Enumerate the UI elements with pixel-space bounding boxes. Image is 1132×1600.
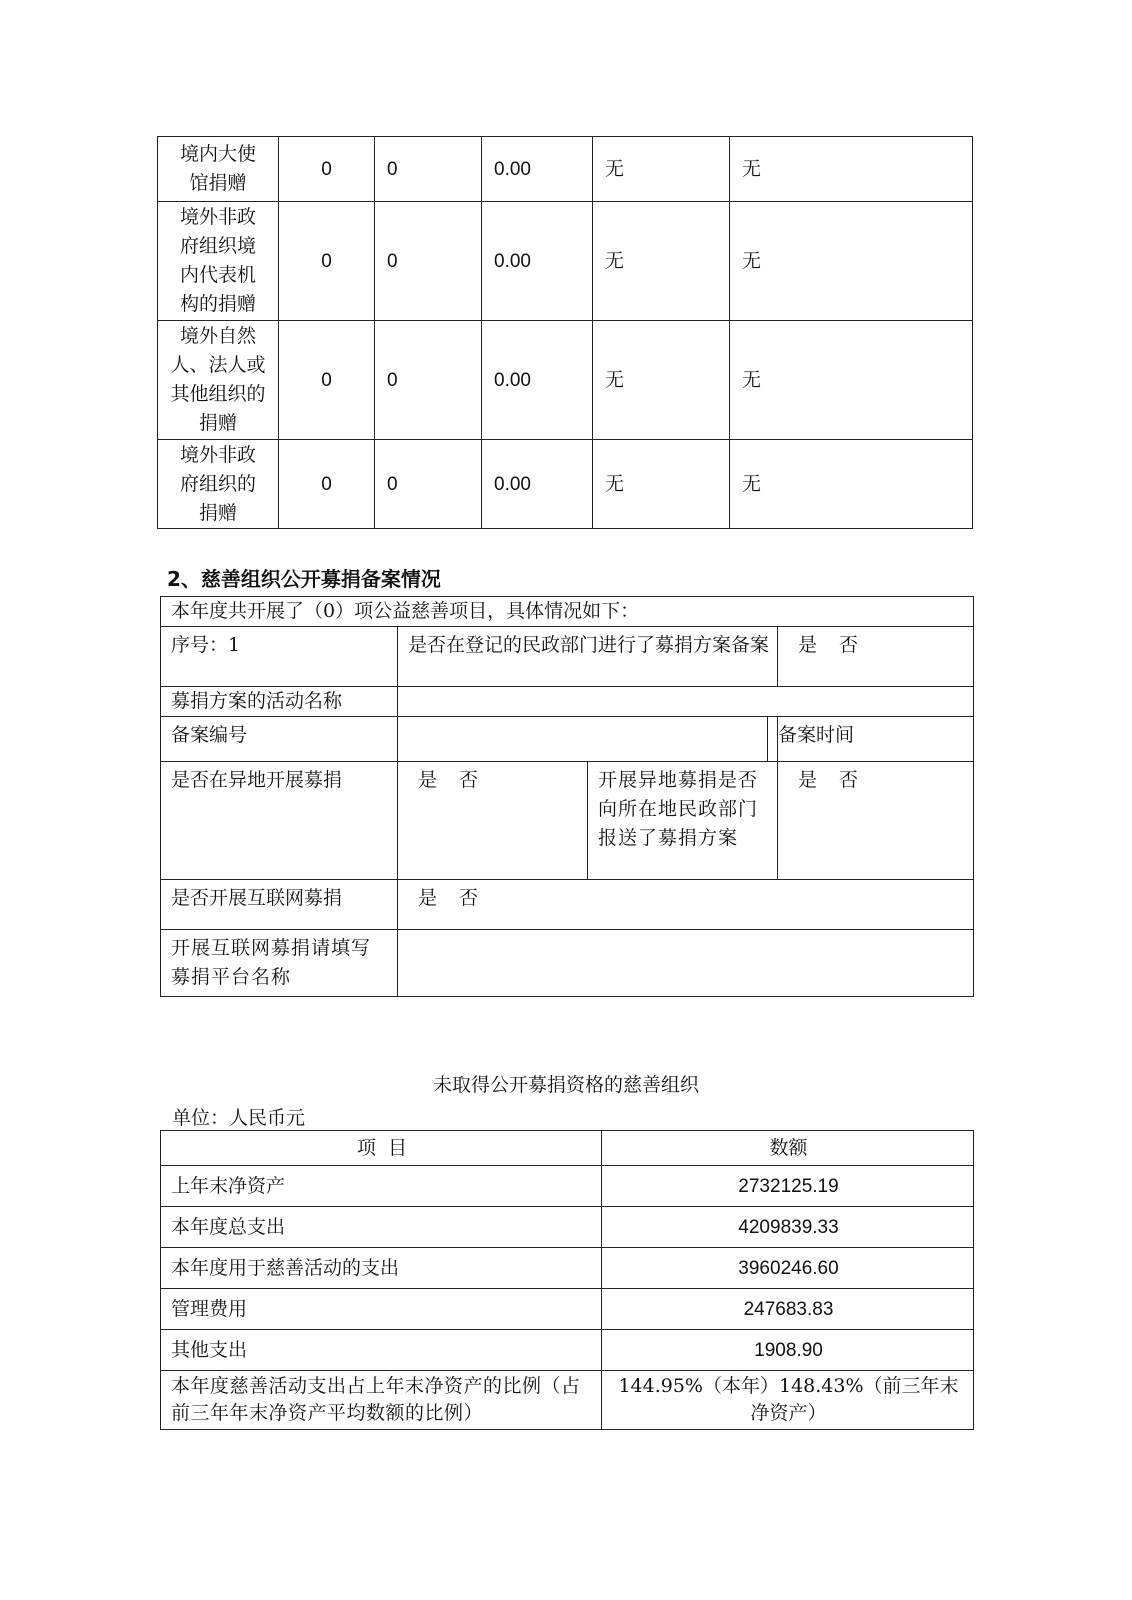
no-option[interactable]: 否: [459, 769, 479, 791]
no-option[interactable]: 否: [839, 769, 859, 791]
remote-label: 是否在异地开展募捐: [161, 762, 398, 880]
table-row: [161, 1289, 974, 1330]
remote-report-answer: [778, 762, 974, 880]
unit-label: 单位：人民币元: [172, 1107, 306, 1129]
platform-value[interactable]: [398, 930, 974, 997]
amount-cell: 4209839.33: [602, 1207, 974, 1248]
activity-name-value[interactable]: [398, 687, 974, 717]
internet-answer: [398, 880, 974, 930]
ratio-amount: 144.95%（本年）148.43%（前三年末净资产）: [602, 1371, 974, 1430]
cell: 无: [593, 137, 730, 202]
filing-number-label: 备案编号: [161, 717, 398, 762]
yes-option[interactable]: 是: [798, 634, 818, 656]
cell: 0.00: [482, 137, 593, 202]
cell: 无: [730, 321, 973, 440]
table-row: [161, 1207, 974, 1248]
table-header-row: [161, 1131, 974, 1166]
item-cell: 本年度总支出: [161, 1207, 602, 1248]
table-row: [161, 930, 974, 997]
section-heading: 2、慈善组织公开募捐备案情况: [167, 567, 441, 591]
header-item: 项 目: [161, 1131, 602, 1166]
table-row: [161, 1166, 974, 1207]
amount-cell: 2732125.19: [602, 1166, 974, 1207]
cell: 无: [593, 202, 730, 321]
item-cell: 本年度用于慈善活动的支出: [161, 1248, 602, 1289]
item-cell: 管理费用: [161, 1289, 602, 1330]
cell: 0: [279, 137, 375, 202]
table-row: [158, 440, 973, 529]
table-row: [161, 1371, 974, 1430]
serial-number: 序号：1: [161, 627, 398, 687]
table-row: [161, 762, 974, 880]
platform-label: 开展互联网募捐请填写募捐平台名称: [161, 930, 398, 997]
table-row: [158, 137, 973, 202]
cell: 无: [730, 202, 973, 321]
table-row: [161, 717, 974, 762]
table-row: [158, 202, 973, 321]
table-row: [161, 687, 974, 717]
row-label: 境外非政府组织境内代表机构的捐赠: [158, 202, 279, 321]
filed-question: 是否在登记的民政部门进行了募捐方案备案: [398, 627, 778, 687]
financial-table: [160, 1130, 974, 1430]
donation-table: [157, 136, 973, 529]
header-amount: 数额: [602, 1131, 974, 1166]
yes-option[interactable]: 是: [418, 769, 438, 791]
filed-answer: [778, 627, 974, 687]
fundraising-filing-table: [160, 596, 974, 997]
table-row: [161, 597, 974, 627]
table-row: [161, 1330, 974, 1371]
remote-report-label: 开展异地募捐是否向所在地民政部门报送了募捐方案: [588, 762, 778, 880]
cell: 0: [375, 321, 482, 440]
cell: 无: [730, 137, 973, 202]
cell: 0.00: [482, 321, 593, 440]
cell: 无: [593, 321, 730, 440]
cell: 0: [375, 202, 482, 321]
filing-time-label: 备案时间: [768, 717, 778, 762]
row-label: 境外非政府组织的捐赠: [158, 440, 279, 529]
item-cell: 其他支出: [161, 1330, 602, 1371]
intro-text: 本年度共开展了（0）项公益慈善项目，具体情况如下：: [161, 597, 974, 627]
yes-option[interactable]: 是: [798, 769, 818, 791]
internet-label: 是否开展互联网募捐: [161, 880, 398, 930]
amount-cell: 247683.83: [602, 1289, 974, 1330]
amount-cell: 1908.90: [602, 1330, 974, 1371]
filing-number-value[interactable]: [398, 717, 768, 762]
table-row: [161, 880, 974, 930]
cell: 0: [375, 440, 482, 529]
table-row: [161, 1248, 974, 1289]
activity-name-label: 募捐方案的活动名称: [161, 687, 398, 717]
cell: 0: [279, 440, 375, 529]
cell: 无: [730, 440, 973, 529]
amount-cell: 3960246.60: [602, 1248, 974, 1289]
row-label: 境外自然人、法人或其他组织的捐赠: [158, 321, 279, 440]
cell: 0: [375, 137, 482, 202]
ratio-item: 本年度慈善活动支出占上年末净资产的比例（占前三年年末净资产平均数额的比例）: [161, 1371, 602, 1430]
table-row: [158, 321, 973, 440]
no-option[interactable]: 否: [459, 887, 479, 909]
cell: 0.00: [482, 202, 593, 321]
row-label: 境内大使馆捐赠: [158, 137, 279, 202]
table-caption: 未取得公开募捐资格的慈善组织: [432, 1074, 699, 1096]
cell: 0: [279, 202, 375, 321]
table-row: [161, 627, 974, 687]
no-option[interactable]: 否: [839, 634, 859, 656]
cell: 0: [279, 321, 375, 440]
item-cell: 上年末净资产: [161, 1166, 602, 1207]
yes-option[interactable]: 是: [418, 887, 438, 909]
cell: 0.00: [482, 440, 593, 529]
cell: 无: [593, 440, 730, 529]
remote-answer: [398, 762, 588, 880]
